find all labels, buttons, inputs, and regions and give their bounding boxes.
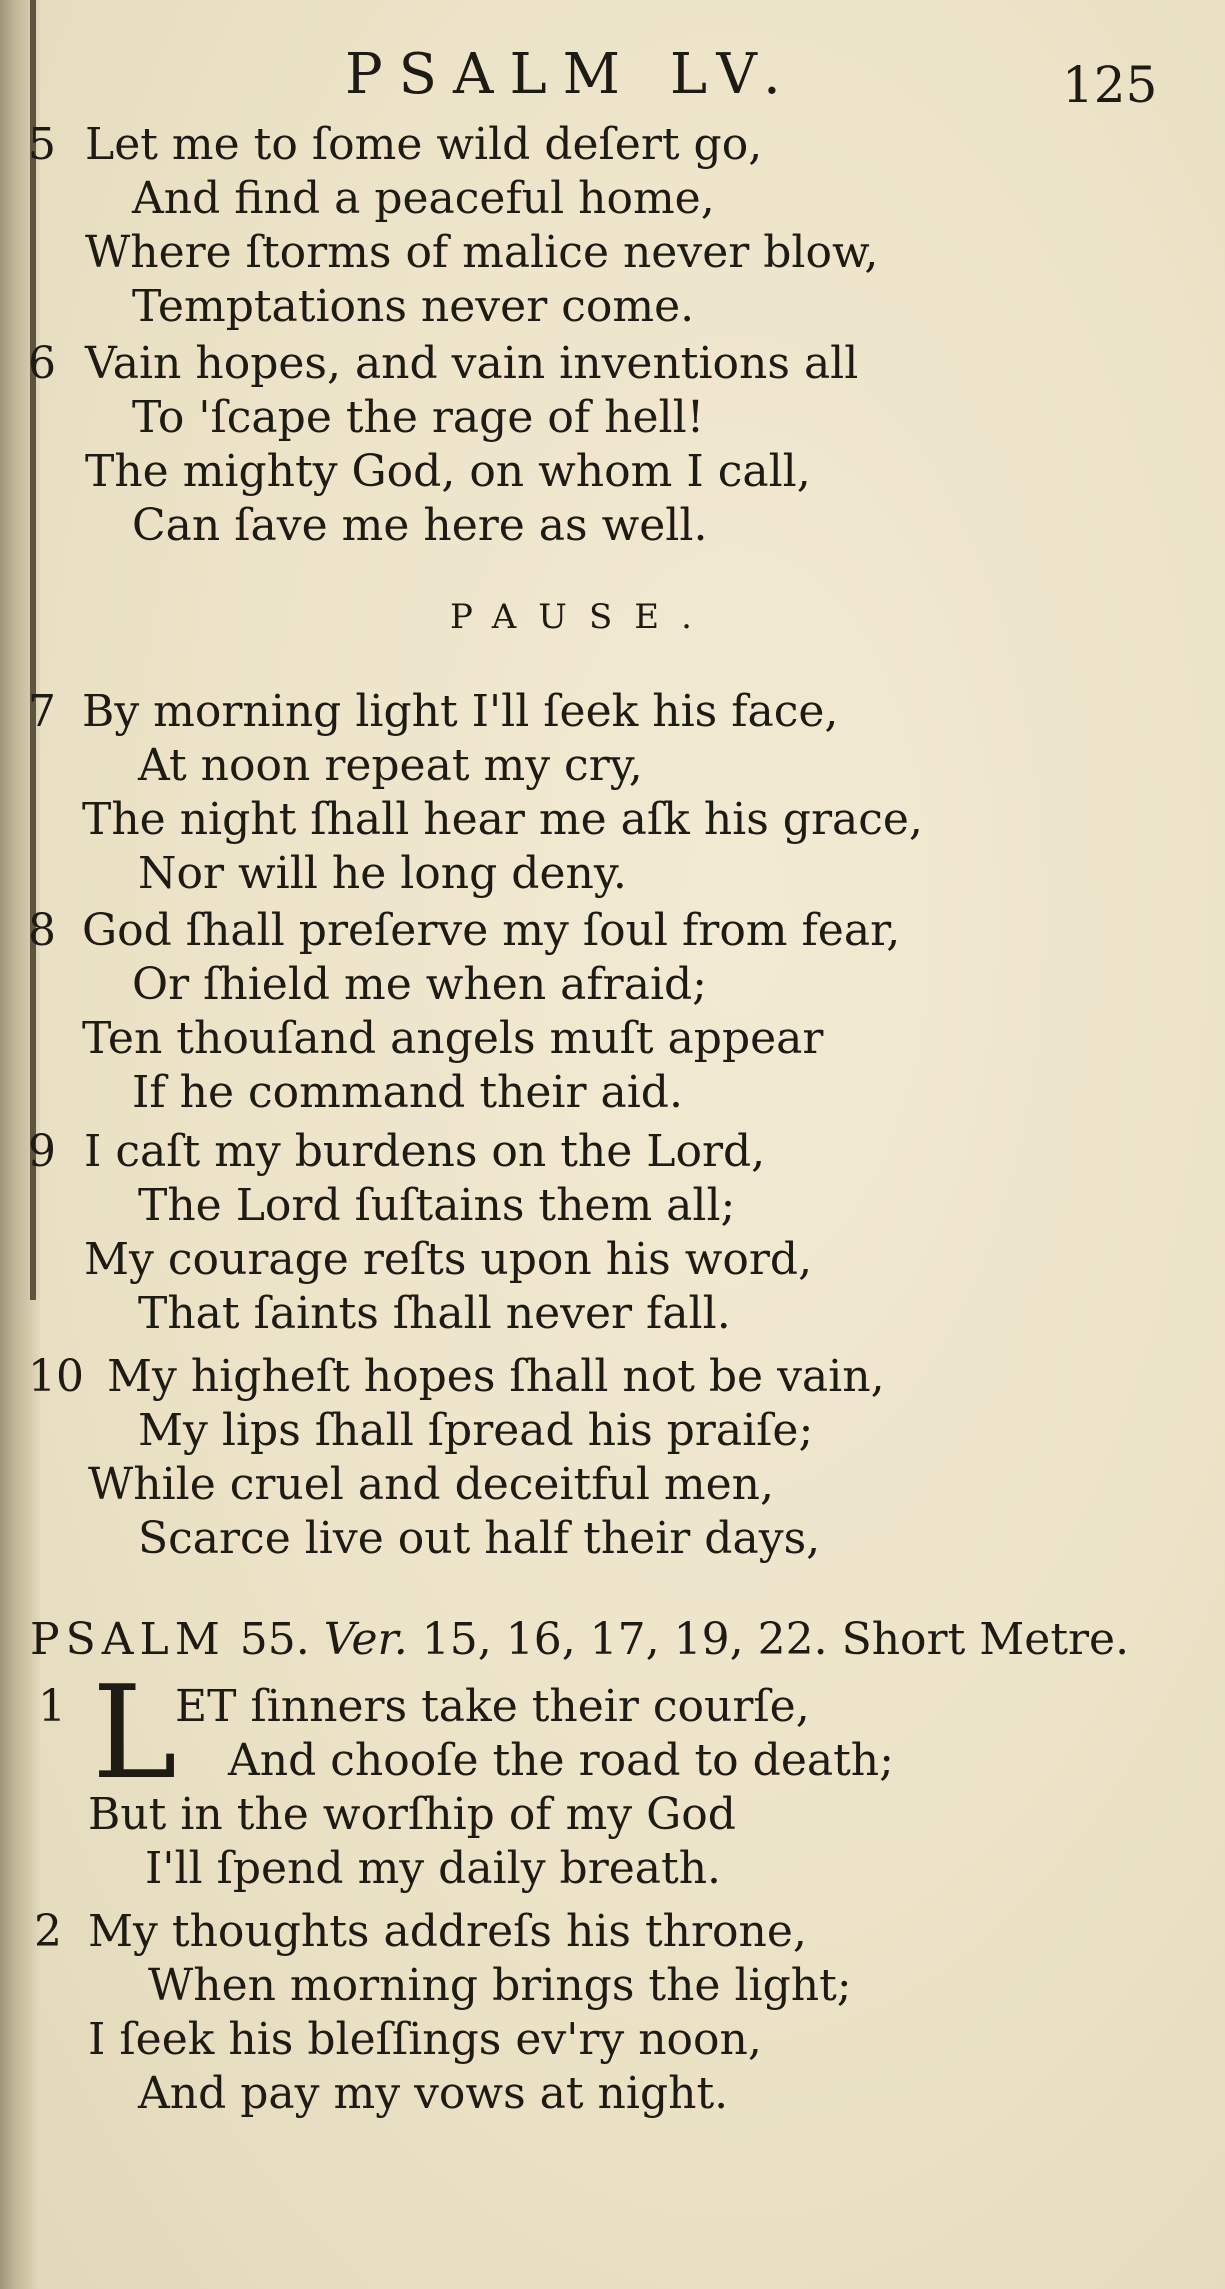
verse-line: God ſhall preſerve my ſoul from fear,	[82, 905, 901, 956]
stanza-number: 10	[28, 1351, 84, 1402]
verse-line: The night ſhall hear me aſk his grace,	[82, 794, 923, 845]
verse-line: Where ſtorms of malice never blow,	[85, 227, 879, 278]
verse-line: If he command their aid.	[132, 1067, 683, 1118]
stanza-number: 6	[28, 338, 56, 389]
verse-line: And find a peaceful home,	[132, 173, 715, 224]
psalm-label: PSALM	[30, 1614, 226, 1665]
verse-line: Or ſhield me when afraid;	[132, 959, 708, 1010]
verse-list: 15, 16, 17, 19, 22.	[421, 1614, 828, 1665]
stanza-number: 2	[34, 1906, 62, 1957]
verse-line: I'll ſpend my daily breath.	[145, 1843, 722, 1894]
psalm-number: 55.	[239, 1614, 310, 1665]
stanza-number: 7	[28, 686, 56, 737]
verse-line: I caſt my burdens on the Lord,	[84, 1126, 766, 1177]
stanza-number: 5	[28, 119, 56, 170]
verse-line: While cruel and deceitful men,	[88, 1459, 774, 1510]
verse-line: Nor will he long deny.	[138, 848, 627, 899]
stanza-number: 9	[28, 1126, 56, 1177]
verse-line: My courage reſts upon his word,	[84, 1234, 813, 1285]
verse-line: My thoughts addreſs his throne,	[88, 1906, 807, 1957]
verse-line: Can ſave me here as well.	[132, 500, 708, 551]
page-header	[0, 40, 1225, 114]
verse-line: And chooſe the road to death;	[228, 1735, 894, 1786]
verse-line: But in the worſhip of my God	[88, 1789, 736, 1840]
verse-line: That ſaints ſhall never fall.	[138, 1288, 731, 1339]
drop-cap: L	[92, 1659, 177, 1808]
verse-line: By morning light I'll ſeek his face,	[82, 686, 839, 737]
verse-line: ET ſinners take their courſe,	[175, 1681, 810, 1732]
verse-line: And pay my vows at night.	[138, 2068, 729, 2119]
verse-line: The mighty God, on whom I call,	[85, 446, 811, 497]
verse-line: My higheſt hopes ſhall not be vain,	[107, 1351, 885, 1402]
verse-line: Scarce live out half their days,	[138, 1513, 821, 1564]
verse-line: The Lord ſuſtains them all;	[138, 1180, 736, 1231]
verse-line: At noon repeat my cry,	[138, 740, 643, 791]
page-number: 125	[1062, 56, 1158, 114]
verse-line: Temptations never come.	[132, 281, 695, 332]
psalm-heading	[30, 1610, 1129, 1670]
verse-line: Ten thouſand angels muſt appear	[82, 1013, 824, 1064]
pause-heading: PAUSE.	[450, 597, 714, 637]
verse-line: To 'ſcape the rage of hell!	[132, 392, 705, 443]
binding-edge	[30, 0, 36, 1300]
verse-line: When morning brings the light;	[148, 1960, 852, 2011]
verse-line: Vain hopes, and vain inventions all	[85, 338, 859, 389]
verse-line: Let me to ſome wild deſert go,	[85, 119, 763, 170]
verse-line: My lips ſhall ſpread his praiſe;	[138, 1405, 814, 1456]
metre-label: Short Metre.	[841, 1614, 1130, 1665]
running-title: PSALM LV.	[345, 42, 797, 107]
stanza-number: 8	[28, 905, 56, 956]
verse-label: Ver.	[323, 1614, 408, 1665]
verse-line: I ſeek his bleſſings ev'ry noon,	[88, 2014, 762, 2065]
stanza-number: 1	[38, 1681, 66, 1732]
